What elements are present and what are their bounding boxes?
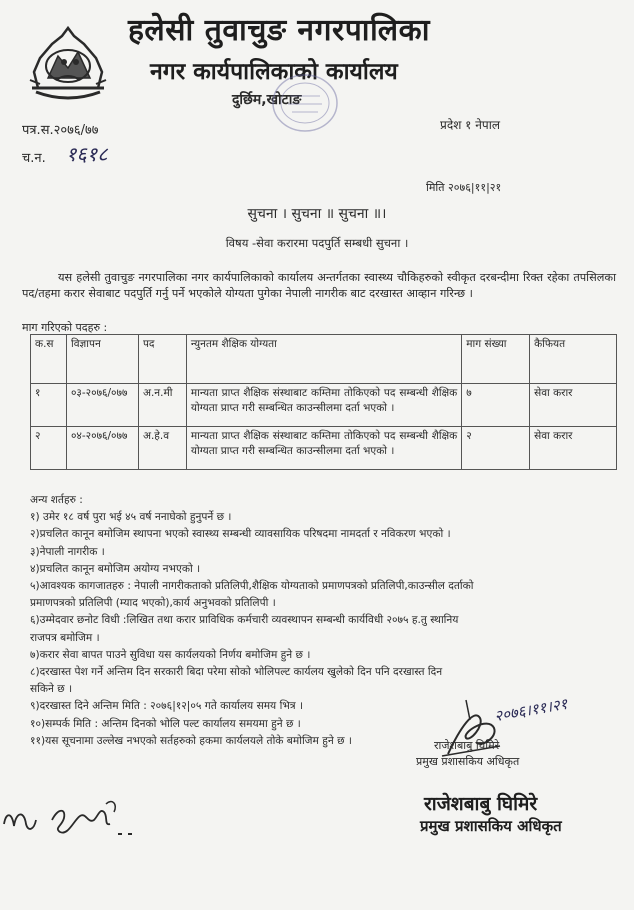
signatory-name: राजेशबाबु घिमिरे [434,739,500,752]
table-header-row [31,335,617,384]
municipality-emblem-icon [26,22,110,104]
cell-qualification: मान्यता प्राप्त शैक्षिक संस्थाबाट कम्तिमा तोकिएको पद सम्बन्धी शैक्षिक योग्यता प्राप्त गरी सम्बन्धित काउन्सीलमा दर्ता भएको । [186,427,461,470]
dispatch-label: च.न. [22,151,46,166]
dispatch-number: १६१८ [66,142,108,166]
cell-sn: १ [31,384,67,427]
list-item: १०)सम्पर्क मिति : अन्तिम दिनको भोलि पल्ट कार्यालय समयमा हुने छ । [30,717,301,730]
received-stamp-icon [270,72,340,134]
conditions-title: अन्य शर्तहरु : [30,494,83,506]
cell-remarks: सेवा करार [530,427,617,470]
notice-heading: सुचना । सुचना ॥ सुचना ॥। [247,206,387,222]
list-item: प्रमाणपत्रको प्रतिलिपी (म्याद भएको),कार्य अनुभवको प्रतिलिपी । [30,597,276,610]
cell-demand-count: ७ [462,384,530,427]
cell-remarks: सेवा करार [530,384,617,427]
list-item: ६)उम्मेदवार छनोट विधी :लिखित तथा करार प्राविधिक कर्मचारी व्यवस्थापन सम्बन्धी कार्यविधी २०७५ ह.तु स्थानिय [30,614,459,627]
notice-date: मिति २०७६|११|२१ [426,181,502,194]
letter-number: पत्र.स.२०७६/७७ [22,123,99,138]
list-item: ५)आवश्यक कागजातहरु : नेपाली नागरीकताको प्रतिलिपी,शैक्षिक योग्यताको प्रमाणपत्रको प्रतिलिपी,काउन्सील दर्ताको [30,580,474,593]
table-row [31,384,617,427]
header-qualification: न्युनतम शैक्षिक योग्यता [186,335,461,384]
notice-subject: विषय -सेवा करारमा पदपुर्ति सम्बधी सुचना । [225,236,409,250]
handwritten-initials-icon [0,790,150,850]
list-item: ९)दरखास्त दिने अन्तिम मिति : २०७६|१२|०५ गते कार्यालय समय भित्र । [30,700,303,713]
municipality-title: हलेसी तुवाचुङ नगरपालिका [128,13,430,48]
cell-advertisement: ०४-२०७६/०७७ [66,427,138,470]
list-item: ८)दरखास्त पेश गर्ने अन्तिम दिन सरकारी बिदा परेमा सोको भोलिपल्ट कार्यलय खुलेको दिन पनि दरखास्त दिन [30,666,443,679]
table-row [31,427,617,470]
cell-post: अ.न.मी [138,384,186,427]
header-remarks: कैफियत [530,335,617,384]
table-caption: माग गरिएको पदहरु : [22,321,108,334]
list-item: ७)करार सेवा बापत पाउने सुविधा यस कार्यलयको निर्णय बमोजिम हुने छ । [30,648,311,661]
header-sn: क.स [31,335,67,384]
office-subtitle: नगर कार्यपालिकाको कार्यालय [150,59,398,85]
cell-sn: २ [31,427,67,470]
header-demand-count: माग संख्या [462,335,530,384]
cell-post: अ.हे.व [138,427,186,470]
list-item: राजपत्र बमोजिम । [30,631,100,644]
cell-advertisement: ०३-२०७६/०७७ [66,384,138,427]
header-post: पद [138,335,186,384]
list-item: ४)प्रचलित कानून बमोजिम अयोग्य नभएको । [30,562,201,575]
office-location: दुर्छिम,खोटाङ [232,92,302,108]
signatory-designation: प्रमुख प्रशासकिय अधिकृत [416,755,520,768]
list-item: २)प्रचलित कानून बमोजिम स्थापना भएको स्वास्थ्य सम्बन्धी व्यावसायिक परिषदमा नामदर्ता र नविकरण भएको । [30,528,451,541]
list-item: ३)नेपाली नागरीक । [30,545,105,558]
signatory-block [412,738,519,770]
cell-qualification: मान्यता प्राप्त शैक्षिक संस्थाबाट कम्तिमा तोकिएको पद सम्बन्धी शैक्षिक योग्यता प्राप्त गरी सम्बन्धित काउन्सीलमा दर्ता भएको । [186,384,461,427]
cell-demand-count: २ [462,427,530,470]
vacancy-table [30,334,617,470]
list-item: १) उमेर १८ वर्ष पुरा भई ४५ वर्ष ननाघेको हुनुपर्ने छ । [30,511,232,524]
notice-intro: यस हलेसी तुवाचुङ नगरपालिका नगर कार्यपालिकाको कार्यालय अन्तर्गतका स्वास्थ्य चौकिहरुको स्वीकृत दरबन्दीमा रिक्त रहेका तपसिलका पद/तहमा करार सेवाबाट पदपुर्ति गर्नु पर्ने भएकोले योग्यता पुगेका नेपाली नागरीक बाट दरखास्त आव्हान गरिन्छ । [22,271,616,300]
list-item: ११)यस सूचनामा उल्लेख नभएको सर्तहरुको हकमा कार्यलयले तोके बमोजिम हुने छ । [30,734,352,747]
stamp-designation: प्रमुख प्रशासकिय अधिकृत [420,817,562,835]
stamp-name: राजेशबाबु घिमिरे [424,793,538,815]
list-item: सकिने छ । [30,683,73,696]
signature-date: २०७६।११।२१ [492,694,569,726]
header-advertisement: विज्ञापन [66,335,138,384]
province-label: प्रदेश १ नेपाल [440,118,500,132]
